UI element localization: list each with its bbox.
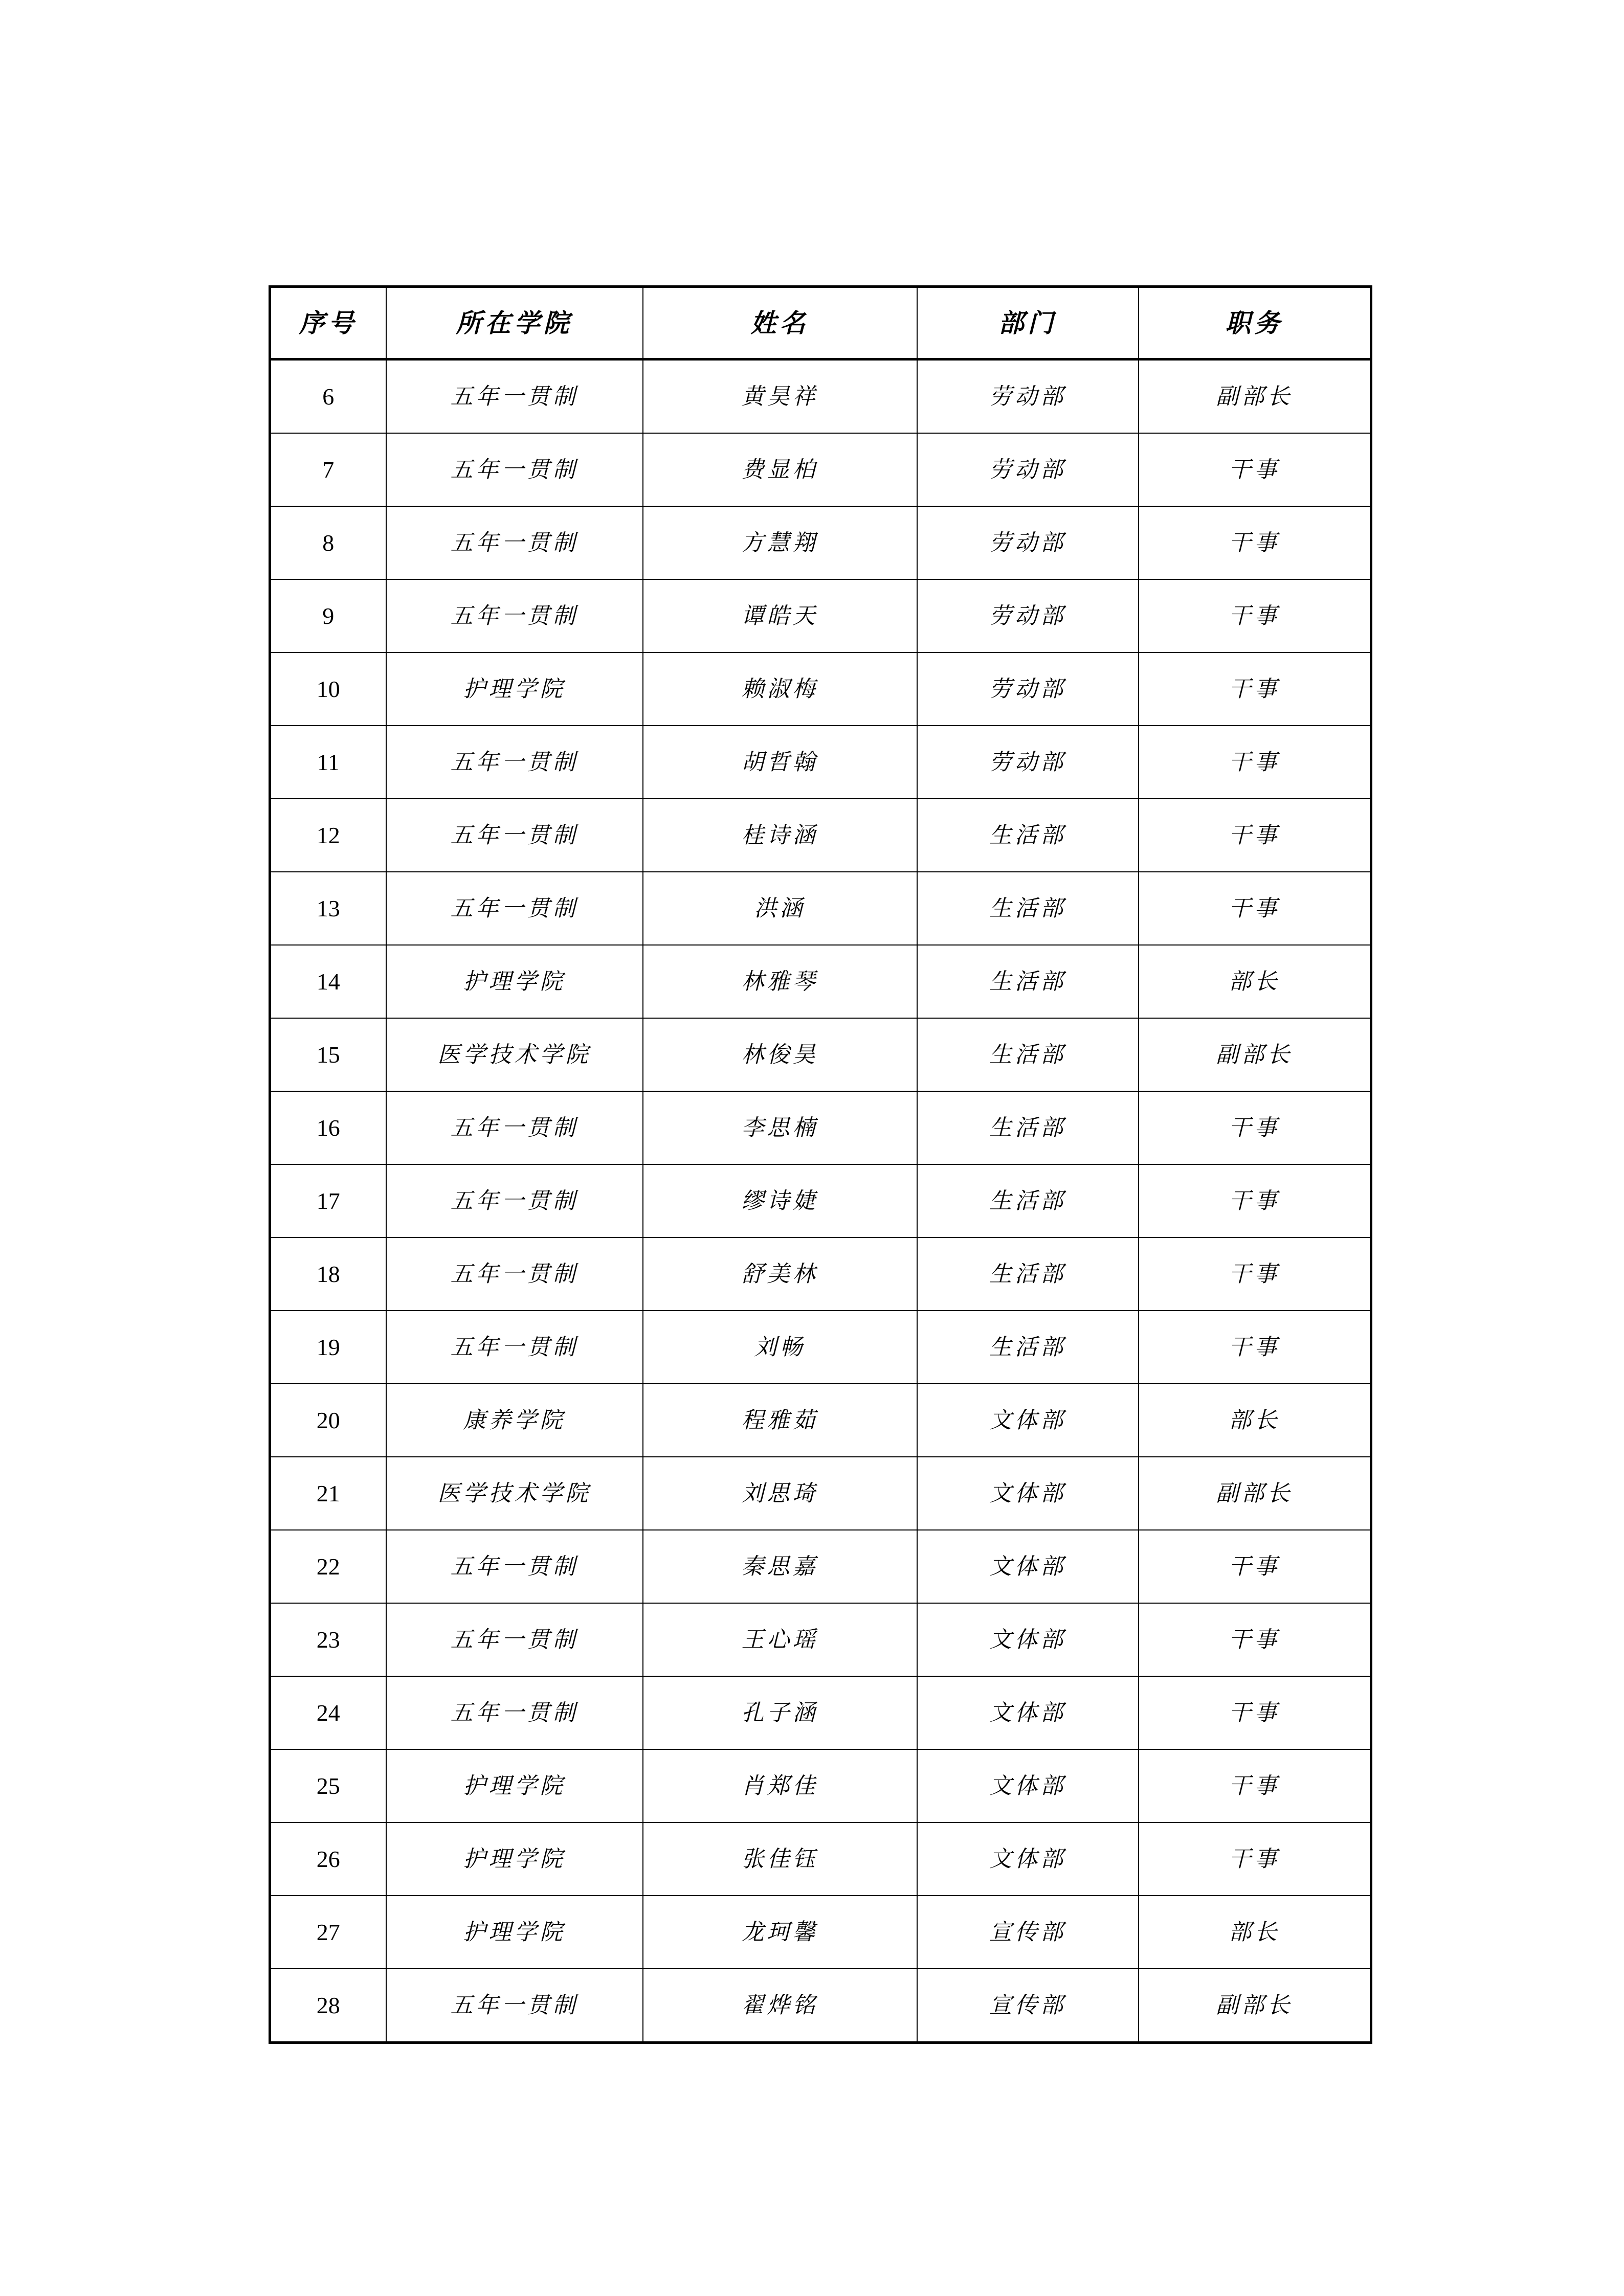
cell-college bbox=[386, 652, 643, 726]
cell-role bbox=[1139, 1530, 1371, 1603]
cell-index bbox=[270, 1457, 386, 1530]
cell-name-text: 胡哲翰 bbox=[741, 749, 818, 775]
cell-college-text: 医学技术学院 bbox=[437, 1480, 591, 1506]
cell-role-text: 干事 bbox=[1229, 1334, 1280, 1360]
cell-name-text: 洪涵 bbox=[754, 895, 806, 921]
cell-dept bbox=[917, 1018, 1139, 1091]
cell-name-text: 林俊昊 bbox=[741, 1042, 818, 1067]
cell-index bbox=[270, 1676, 386, 1749]
cell-college-text: 五年一贯制 bbox=[450, 1115, 579, 1140]
cell-dept-text: 劳动部 bbox=[989, 530, 1066, 555]
table-row bbox=[270, 359, 1371, 434]
table-row bbox=[270, 1749, 1371, 1822]
cell-role-text: 干事 bbox=[1229, 1115, 1280, 1140]
cell-dept-text: 生活部 bbox=[989, 969, 1066, 994]
cell-role bbox=[1139, 506, 1371, 579]
cell-index-text: 16 bbox=[316, 1114, 340, 1141]
cell-dept-text: 文体部 bbox=[989, 1773, 1066, 1798]
cell-college-text: 五年一贯制 bbox=[450, 822, 579, 848]
cell-index bbox=[270, 726, 386, 799]
table-row bbox=[270, 1018, 1371, 1091]
cell-name-text: 王心瑶 bbox=[741, 1627, 818, 1652]
cell-college-text: 医学技术学院 bbox=[437, 1042, 591, 1067]
cell-role-text: 干事 bbox=[1229, 822, 1280, 848]
cell-college-text: 五年一贯制 bbox=[450, 1261, 579, 1287]
cell-dept-text: 文体部 bbox=[989, 1700, 1066, 1725]
cell-role bbox=[1139, 1164, 1371, 1237]
cell-role-text: 干事 bbox=[1229, 1846, 1280, 1872]
cell-index-text: 24 bbox=[316, 1699, 340, 1726]
cell-index bbox=[270, 433, 386, 506]
table-row bbox=[270, 652, 1371, 726]
table-row bbox=[270, 872, 1371, 945]
cell-index bbox=[270, 1530, 386, 1603]
cell-dept-text: 生活部 bbox=[989, 1042, 1066, 1067]
table-row bbox=[270, 1969, 1371, 2043]
cell-name bbox=[643, 799, 917, 872]
cell-dept-text: 生活部 bbox=[989, 1115, 1066, 1140]
cell-name-text: 黄昊祥 bbox=[741, 384, 818, 409]
cell-college-text: 护理学院 bbox=[463, 1919, 566, 1945]
cell-dept-text: 文体部 bbox=[989, 1846, 1066, 1872]
cell-college bbox=[386, 1676, 643, 1749]
cell-role-text: 干事 bbox=[1229, 1773, 1280, 1798]
cell-index bbox=[270, 1164, 386, 1237]
cell-dept-text: 文体部 bbox=[989, 1480, 1066, 1506]
cell-dept-text: 生活部 bbox=[989, 822, 1066, 848]
cell-name bbox=[643, 579, 917, 652]
cell-role bbox=[1139, 1896, 1371, 1969]
cell-dept-text: 生活部 bbox=[989, 1188, 1066, 1213]
cell-college bbox=[386, 726, 643, 799]
cell-dept bbox=[917, 1822, 1139, 1896]
cell-index-text: 7 bbox=[322, 456, 335, 483]
cell-dept-text: 生活部 bbox=[989, 1334, 1066, 1360]
cell-college bbox=[386, 1603, 643, 1676]
table-row bbox=[270, 945, 1371, 1018]
cell-role bbox=[1139, 1822, 1371, 1896]
cell-dept-text: 文体部 bbox=[989, 1627, 1066, 1652]
cell-name-text: 肖郑佳 bbox=[741, 1773, 818, 1798]
cell-college-text: 五年一贯制 bbox=[450, 384, 579, 409]
cell-name-text: 孔子涵 bbox=[741, 1700, 818, 1725]
cell-name bbox=[643, 1164, 917, 1237]
cell-dept bbox=[917, 1091, 1139, 1164]
cell-role-text: 干事 bbox=[1229, 603, 1280, 628]
cell-college bbox=[386, 1384, 643, 1457]
column-header-college-label: 所在学院 bbox=[456, 308, 573, 337]
cell-dept bbox=[917, 945, 1139, 1018]
cell-index-text: 12 bbox=[316, 822, 340, 848]
cell-index-text: 11 bbox=[317, 749, 340, 775]
table-row bbox=[270, 433, 1371, 506]
cell-name bbox=[643, 872, 917, 945]
cell-index-text: 9 bbox=[322, 602, 335, 629]
cell-college-text: 五年一贯制 bbox=[450, 1334, 579, 1360]
column-header-index-label: 序号 bbox=[299, 308, 358, 337]
cell-index bbox=[270, 1896, 386, 1969]
cell-role bbox=[1139, 652, 1371, 726]
cell-dept bbox=[917, 1896, 1139, 1969]
cell-role bbox=[1139, 1091, 1371, 1164]
table-row bbox=[270, 799, 1371, 872]
cell-name bbox=[643, 506, 917, 579]
cell-role bbox=[1139, 1457, 1371, 1530]
cell-name bbox=[643, 1311, 917, 1384]
cell-college-text: 护理学院 bbox=[463, 1846, 566, 1872]
cell-index-text: 13 bbox=[316, 895, 340, 921]
cell-name-text: 费显柏 bbox=[741, 457, 818, 482]
table-row bbox=[270, 1896, 1371, 1969]
cell-name bbox=[643, 1822, 917, 1896]
cell-dept bbox=[917, 1311, 1139, 1384]
cell-college-text: 康养学院 bbox=[463, 1407, 566, 1433]
cell-dept bbox=[917, 359, 1139, 434]
cell-name-text: 刘畅 bbox=[754, 1334, 806, 1360]
cell-name bbox=[643, 726, 917, 799]
column-header-role bbox=[1139, 287, 1371, 359]
cell-dept-text: 劳动部 bbox=[989, 457, 1066, 482]
column-header-college bbox=[386, 287, 643, 359]
cell-name bbox=[643, 1603, 917, 1676]
cell-dept-text: 劳动部 bbox=[989, 603, 1066, 628]
cell-index-text: 8 bbox=[322, 529, 335, 556]
cell-index-text: 21 bbox=[316, 1480, 340, 1506]
cell-name-text: 翟烨铭 bbox=[741, 1992, 818, 2018]
cell-college-text: 五年一贯制 bbox=[450, 457, 579, 482]
cell-college bbox=[386, 1896, 643, 1969]
cell-name-text: 林雅琴 bbox=[741, 969, 818, 994]
cell-role-text: 部长 bbox=[1229, 1407, 1280, 1433]
cell-dept bbox=[917, 1676, 1139, 1749]
column-header-dept-label: 部门 bbox=[998, 308, 1057, 337]
cell-index-text: 14 bbox=[316, 968, 340, 995]
cell-role bbox=[1139, 799, 1371, 872]
cell-role-text: 干事 bbox=[1229, 895, 1280, 921]
cell-dept bbox=[917, 1969, 1139, 2043]
cell-dept-text: 宣传部 bbox=[989, 1992, 1066, 2018]
cell-dept-text: 文体部 bbox=[989, 1407, 1066, 1433]
cell-name-text: 谭皓天 bbox=[741, 603, 818, 628]
cell-name bbox=[643, 359, 917, 434]
cell-name-text: 方慧翔 bbox=[741, 530, 818, 555]
cell-college-text: 护理学院 bbox=[463, 969, 566, 994]
cell-dept bbox=[917, 1603, 1139, 1676]
cell-role-text: 干事 bbox=[1229, 1261, 1280, 1287]
cell-role-text: 干事 bbox=[1229, 1627, 1280, 1652]
cell-name bbox=[643, 1091, 917, 1164]
table-row bbox=[270, 579, 1371, 652]
cell-name bbox=[643, 1237, 917, 1311]
cell-college bbox=[386, 433, 643, 506]
cell-role bbox=[1139, 1018, 1371, 1091]
cell-dept bbox=[917, 1164, 1139, 1237]
cell-college bbox=[386, 1018, 643, 1091]
cell-index bbox=[270, 1091, 386, 1164]
cell-index-text: 6 bbox=[322, 383, 335, 410]
cell-college bbox=[386, 1969, 643, 2043]
cell-name bbox=[643, 1457, 917, 1530]
cell-name bbox=[643, 652, 917, 726]
cell-role bbox=[1139, 1603, 1371, 1676]
table-row bbox=[270, 1237, 1371, 1311]
cell-index bbox=[270, 1749, 386, 1822]
cell-dept-text: 劳动部 bbox=[989, 749, 1066, 775]
cell-index-text: 27 bbox=[316, 1919, 340, 1945]
cell-index-text: 18 bbox=[316, 1260, 340, 1287]
cell-role-text: 干事 bbox=[1229, 1188, 1280, 1213]
cell-role bbox=[1139, 1311, 1371, 1384]
cell-role-text: 副部长 bbox=[1216, 1992, 1293, 2018]
table-row bbox=[270, 1457, 1371, 1530]
cell-dept bbox=[917, 1749, 1139, 1822]
table-row bbox=[270, 1603, 1371, 1676]
cell-role bbox=[1139, 1237, 1371, 1311]
cell-index bbox=[270, 1822, 386, 1896]
cell-college bbox=[386, 506, 643, 579]
cell-role-text: 干事 bbox=[1229, 457, 1280, 482]
cell-dept bbox=[917, 506, 1139, 579]
cell-name bbox=[643, 1896, 917, 1969]
cell-index-text: 25 bbox=[316, 1772, 340, 1799]
cell-college bbox=[386, 872, 643, 945]
cell-college bbox=[386, 1091, 643, 1164]
cell-index-text: 28 bbox=[316, 1992, 340, 2018]
cell-college bbox=[386, 1164, 643, 1237]
cell-index bbox=[270, 945, 386, 1018]
cell-college bbox=[386, 1237, 643, 1311]
column-header-role-label: 职务 bbox=[1225, 308, 1284, 337]
cell-college bbox=[386, 1530, 643, 1603]
cell-dept-text: 劳动部 bbox=[989, 676, 1066, 702]
cell-name-text: 舒美林 bbox=[741, 1261, 818, 1287]
table-row bbox=[270, 1164, 1371, 1237]
cell-index bbox=[270, 1384, 386, 1457]
cell-role bbox=[1139, 1749, 1371, 1822]
cell-name bbox=[643, 433, 917, 506]
cell-college-text: 五年一贯制 bbox=[450, 1188, 579, 1213]
cell-dept bbox=[917, 579, 1139, 652]
cell-name-text: 刘思琦 bbox=[741, 1480, 818, 1506]
cell-college-text: 五年一贯制 bbox=[450, 603, 579, 628]
cell-name bbox=[643, 1676, 917, 1749]
column-header-dept bbox=[917, 287, 1139, 359]
cell-role-text: 干事 bbox=[1229, 1700, 1280, 1725]
cell-college-text: 护理学院 bbox=[463, 1773, 566, 1798]
cell-name-text: 李思楠 bbox=[741, 1115, 818, 1140]
cell-index-text: 22 bbox=[316, 1553, 340, 1580]
cell-role-text: 副部长 bbox=[1216, 384, 1293, 409]
cell-dept bbox=[917, 1384, 1139, 1457]
cell-name-text: 赖淑梅 bbox=[741, 676, 818, 702]
cell-role-text: 副部长 bbox=[1216, 1480, 1293, 1506]
table-row bbox=[270, 1676, 1371, 1749]
cell-dept-text: 生活部 bbox=[989, 895, 1066, 921]
cell-role bbox=[1139, 579, 1371, 652]
cell-role-text: 干事 bbox=[1229, 676, 1280, 702]
header-row bbox=[270, 287, 1371, 359]
cell-dept bbox=[917, 433, 1139, 506]
cell-dept-text: 宣传部 bbox=[989, 1919, 1066, 1945]
table-row bbox=[270, 1822, 1371, 1896]
cell-dept bbox=[917, 799, 1139, 872]
table-row bbox=[270, 1091, 1371, 1164]
table-row bbox=[270, 1530, 1371, 1603]
cell-index bbox=[270, 579, 386, 652]
cell-name bbox=[643, 1749, 917, 1822]
cell-index-text: 17 bbox=[316, 1187, 340, 1214]
cell-college-text: 五年一贯制 bbox=[450, 1992, 579, 2018]
cell-role bbox=[1139, 1384, 1371, 1457]
cell-college-text: 五年一贯制 bbox=[450, 895, 579, 921]
cell-name-text: 程雅茹 bbox=[741, 1407, 818, 1433]
cell-role-text: 干事 bbox=[1229, 1554, 1280, 1579]
cell-index bbox=[270, 1018, 386, 1091]
cell-name-text: 秦思嘉 bbox=[741, 1554, 818, 1579]
cell-index-text: 23 bbox=[316, 1626, 340, 1653]
cell-name bbox=[643, 1018, 917, 1091]
cell-name-text: 桂诗涵 bbox=[741, 822, 818, 848]
cell-role bbox=[1139, 872, 1371, 945]
cell-role bbox=[1139, 726, 1371, 799]
cell-college-text: 五年一贯制 bbox=[450, 1627, 579, 1652]
cell-index bbox=[270, 506, 386, 579]
cell-index bbox=[270, 359, 386, 434]
cell-college bbox=[386, 1457, 643, 1530]
cell-name bbox=[643, 1530, 917, 1603]
cell-name bbox=[643, 1969, 917, 2043]
cell-index bbox=[270, 1969, 386, 2043]
cell-index-text: 15 bbox=[316, 1041, 340, 1068]
cell-college-text: 五年一贯制 bbox=[450, 1554, 579, 1579]
table-row bbox=[270, 1384, 1371, 1457]
cell-index-text: 20 bbox=[316, 1407, 340, 1433]
cell-name bbox=[643, 945, 917, 1018]
table-row bbox=[270, 1311, 1371, 1384]
cell-role bbox=[1139, 1969, 1371, 2043]
cell-name bbox=[643, 1384, 917, 1457]
cell-college bbox=[386, 945, 643, 1018]
cell-index bbox=[270, 872, 386, 945]
cell-dept bbox=[917, 872, 1139, 945]
cell-dept bbox=[917, 1457, 1139, 1530]
cell-name-text: 龙珂馨 bbox=[741, 1919, 818, 1945]
cell-index bbox=[270, 1311, 386, 1384]
table-header bbox=[270, 287, 1371, 359]
cell-index-text: 19 bbox=[316, 1334, 340, 1360]
cell-college bbox=[386, 359, 643, 434]
cell-role-text: 干事 bbox=[1229, 749, 1280, 775]
cell-dept bbox=[917, 726, 1139, 799]
cell-role-text: 干事 bbox=[1229, 530, 1280, 555]
cell-college bbox=[386, 1311, 643, 1384]
cell-college bbox=[386, 1822, 643, 1896]
roster-table bbox=[269, 285, 1372, 2044]
cell-index bbox=[270, 1237, 386, 1311]
cell-dept-text: 劳动部 bbox=[989, 384, 1066, 409]
column-header-name-label: 姓名 bbox=[750, 308, 809, 337]
cell-college-text: 五年一贯制 bbox=[450, 530, 579, 555]
cell-index bbox=[270, 1603, 386, 1676]
cell-college-text: 护理学院 bbox=[463, 676, 566, 702]
cell-college bbox=[386, 799, 643, 872]
cell-dept-text: 生活部 bbox=[989, 1261, 1066, 1287]
column-header-name bbox=[643, 287, 917, 359]
cell-index-text: 26 bbox=[316, 1845, 340, 1872]
column-header-index bbox=[270, 287, 386, 359]
cell-college bbox=[386, 1749, 643, 1822]
cell-name-text: 缪诗婕 bbox=[741, 1188, 818, 1213]
cell-index-text: 10 bbox=[316, 676, 340, 702]
cell-college-text: 五年一贯制 bbox=[450, 1700, 579, 1725]
table-row bbox=[270, 726, 1371, 799]
cell-college bbox=[386, 579, 643, 652]
cell-dept-text: 文体部 bbox=[989, 1554, 1066, 1579]
cell-college-text: 五年一贯制 bbox=[450, 749, 579, 775]
roster-table-container bbox=[269, 285, 1370, 2044]
cell-role bbox=[1139, 945, 1371, 1018]
cell-name-text: 张佳钰 bbox=[741, 1846, 818, 1872]
table-row bbox=[270, 506, 1371, 579]
cell-role bbox=[1139, 433, 1371, 506]
table-body bbox=[270, 359, 1371, 2043]
cell-dept bbox=[917, 1530, 1139, 1603]
cell-index bbox=[270, 799, 386, 872]
cell-role bbox=[1139, 1676, 1371, 1749]
cell-role-text: 副部长 bbox=[1216, 1042, 1293, 1067]
cell-dept bbox=[917, 1237, 1139, 1311]
cell-role bbox=[1139, 359, 1371, 434]
cell-dept bbox=[917, 652, 1139, 726]
cell-role-text: 部长 bbox=[1229, 969, 1280, 994]
cell-index bbox=[270, 652, 386, 726]
cell-role-text: 部长 bbox=[1229, 1919, 1280, 1945]
